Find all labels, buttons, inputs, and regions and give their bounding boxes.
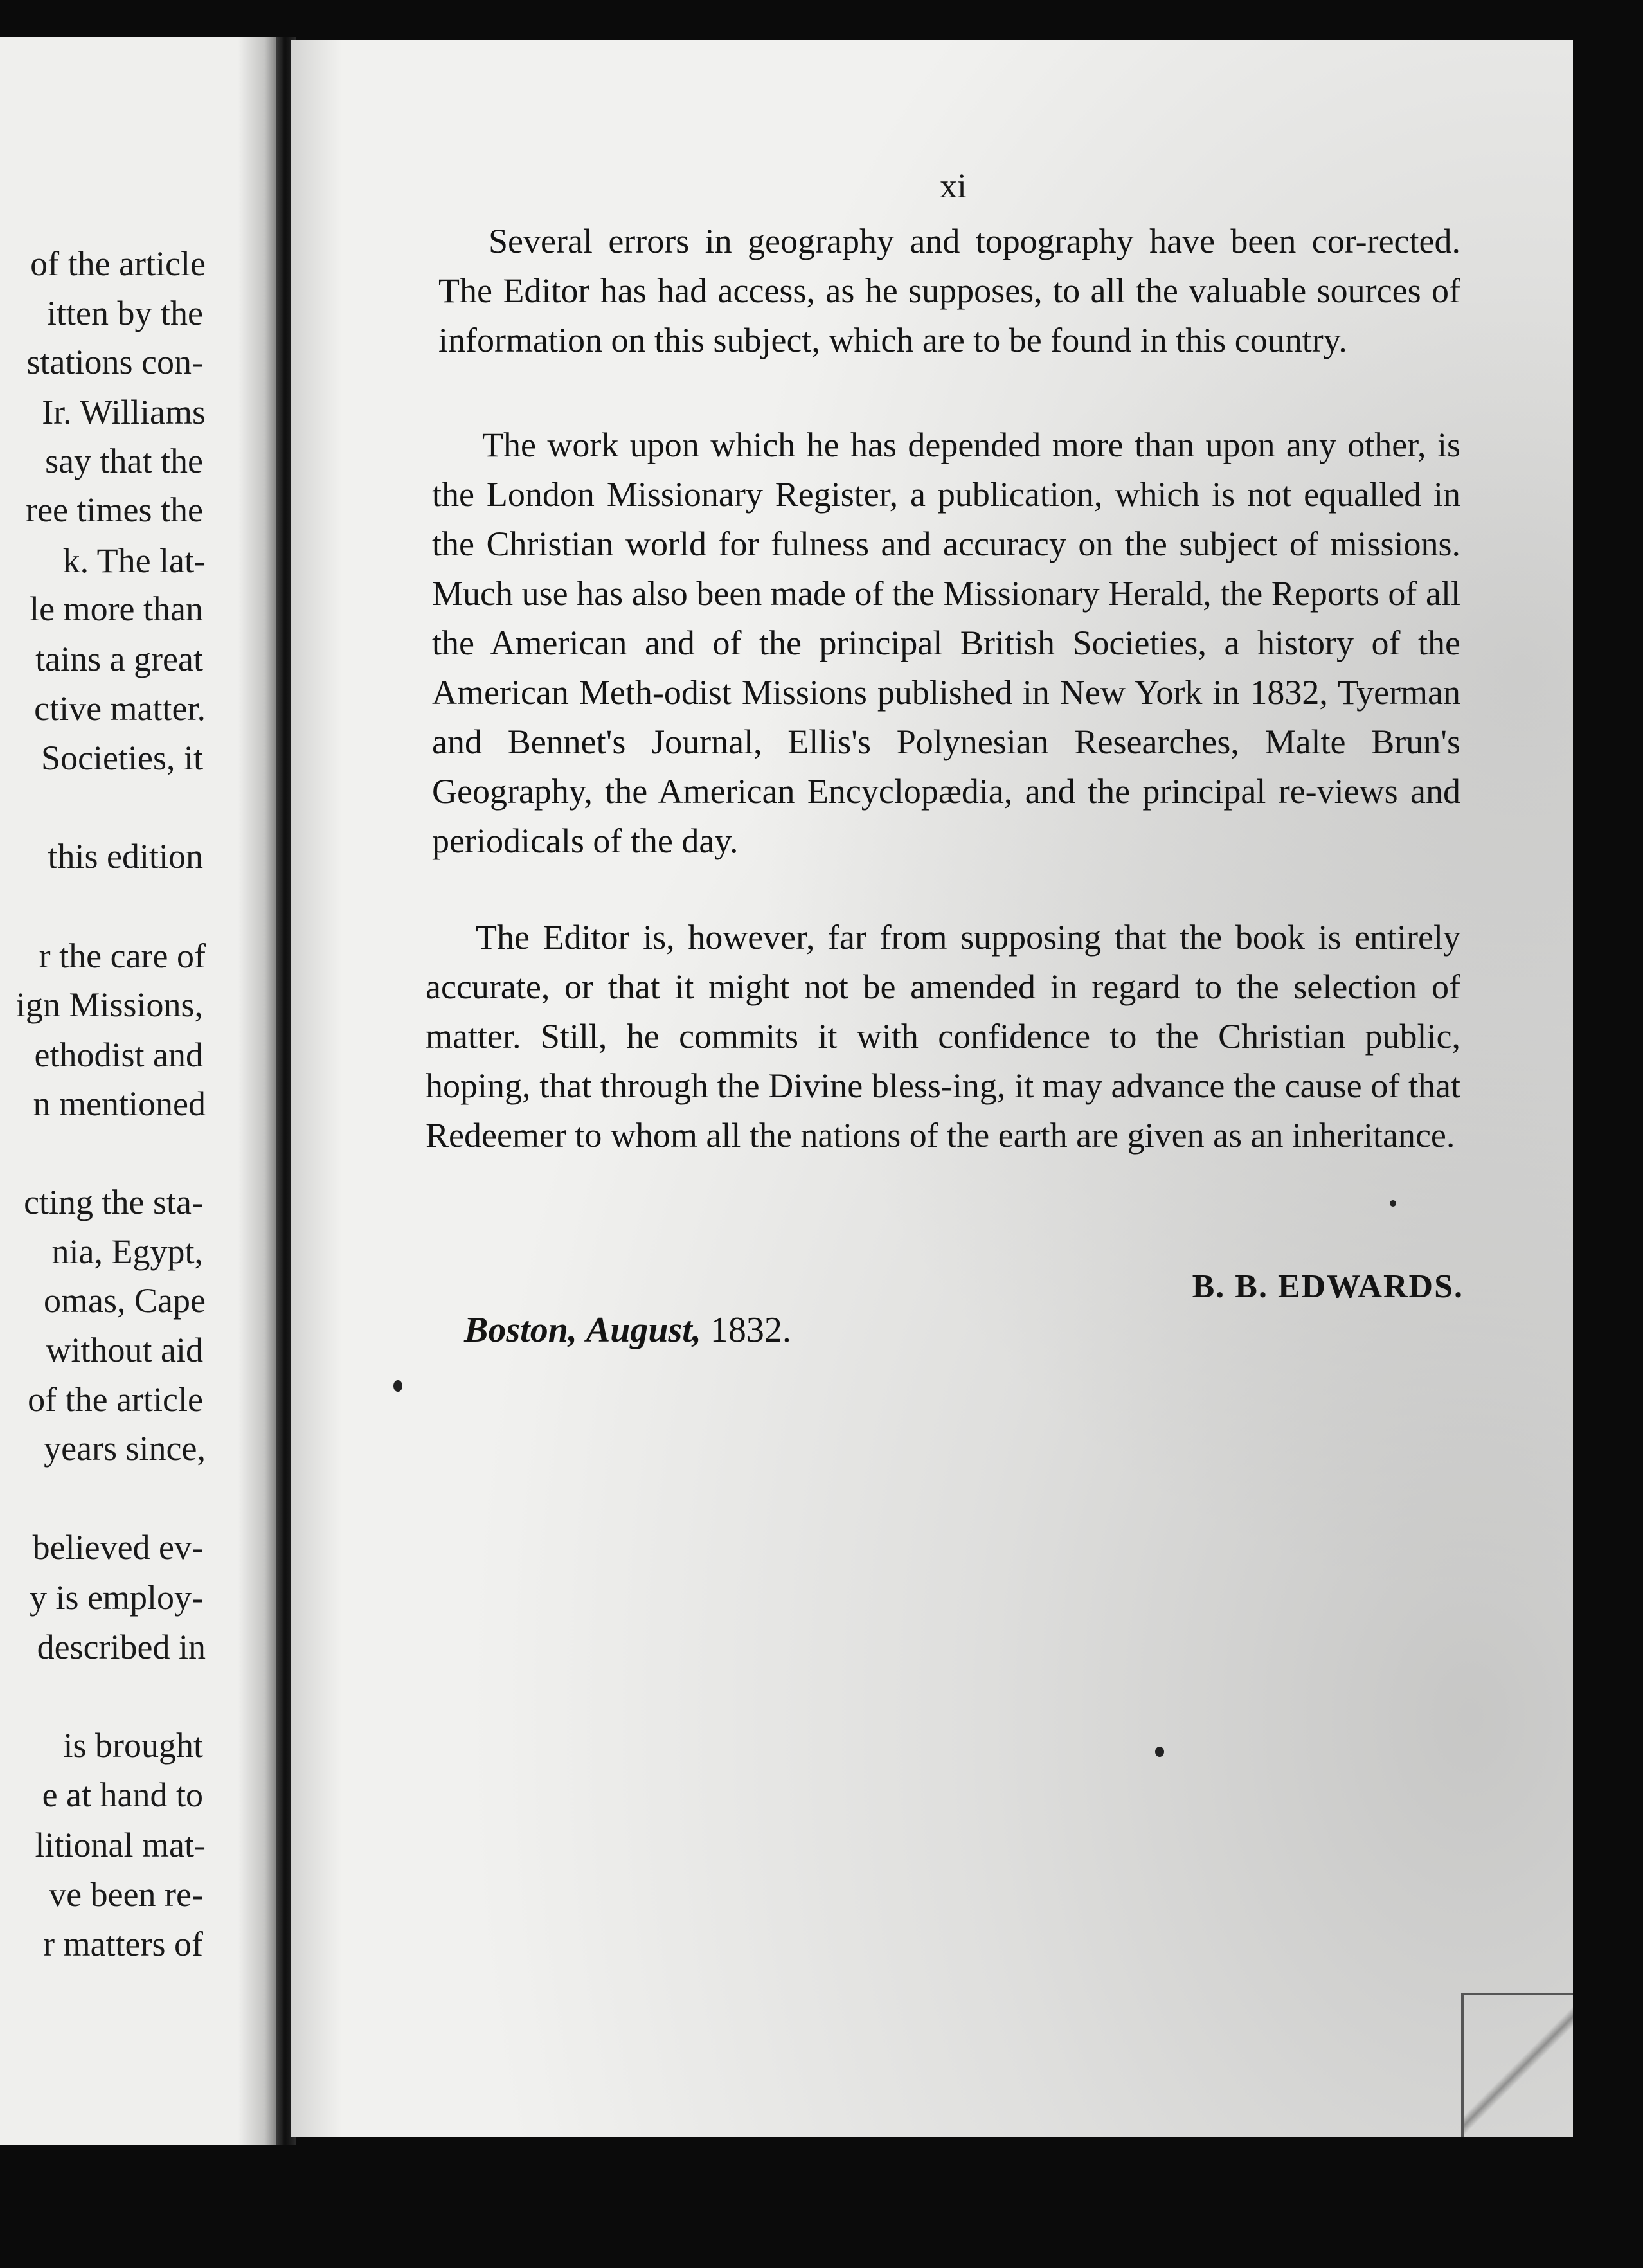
left-page-line: cting the sta- [24, 1183, 203, 1221]
dateline [464, 1310, 791, 1351]
signature: B. B. EDWARDS. [1192, 1268, 1464, 1305]
left-page-line: stations con- [26, 343, 203, 381]
left-page [0, 37, 276, 2145]
left-page-line: ctive matter. [34, 689, 206, 728]
left-page-line: is brought [63, 1726, 203, 1765]
left-page-line: tains a great [35, 640, 203, 678]
left-page-line: r matters of [43, 1925, 203, 1963]
left-page-line: of the article [30, 244, 206, 283]
left-page-line: described in [37, 1628, 206, 1666]
left-page-line: r the care of [39, 937, 206, 975]
left-page-line: le more than [30, 590, 203, 628]
left-page-line: omas, Cape [44, 1281, 206, 1320]
ink-speck [1390, 1200, 1396, 1207]
left-page-line: Ir. Williams [42, 393, 206, 431]
left-page-line: say that the [45, 442, 203, 480]
page-number: xi [940, 166, 967, 205]
left-page-line: believed ev- [32, 1528, 203, 1567]
ink-speck [393, 1380, 402, 1392]
left-page-line: litional mat- [35, 1826, 206, 1864]
ink-speck [1155, 1747, 1164, 1757]
left-page-line: y is employ- [30, 1578, 203, 1617]
left-page-line: of the article [28, 1380, 203, 1419]
left-page-line: nia, Egypt, [51, 1232, 203, 1271]
left-page-line: k. The lat- [62, 541, 206, 580]
left-page-line: ree times the [26, 491, 203, 529]
left-page-line: ethodist and [34, 1036, 203, 1074]
dateline-month: August, [586, 1310, 701, 1350]
left-page-line: n mentioned [33, 1084, 206, 1123]
left-page-line: e at hand to [42, 1776, 203, 1814]
left-page-line: itten by the [47, 294, 203, 332]
dateline-place: Boston, [464, 1310, 577, 1350]
left-page-line: ve been re- [49, 1875, 203, 1914]
left-page-line: ign Missions, [15, 986, 203, 1024]
page-corner-fold [1461, 1993, 1573, 2137]
paragraph-errors-corrected: Several errors in geography and topography have been cor-rected. The Editor has had access, as he supposes, to all the valuable sources of information on this subject, which are to be found in this country. [438, 222, 1460, 359]
right-page [291, 40, 1573, 2137]
dateline-year: 1832. [710, 1310, 791, 1350]
left-page-line: this edition [48, 837, 203, 876]
left-page-line: Societies, it [41, 739, 203, 777]
paragraph-sources: The work upon which he has depended more than upon any other, is the London Missionary Register, a publication, which is not equalled in the Christian world for fulness and accuracy on the subject of missions. Much use has also been made of the Missionary Herald, the Reports of all the American and of the principal British Societies, a history of the American Meth-odist Missions published in New York in 1832, Tyerman and Bennet's Journal, Ellis's Polynesian Researches, Malte Brun's Geography, the American Encyclopædia, and the principal re-views and periodicals of the day. [432, 426, 1460, 860]
left-page-line: years since, [44, 1429, 206, 1468]
paragraph-closing: The Editor is, however, far from supposing that the book is entirely accurate, or that it might not be amended in regard to the selection of matter. Still, he commits it with confidence to the Christian public, hoping, that through the Divine bless-ing, it may advance the cause of that Redeemer to whom all the nations of the earth are given as an inheritance. [426, 918, 1460, 1155]
left-page-gutter-shadow [238, 37, 276, 2145]
left-page-line: without aid [46, 1331, 203, 1369]
